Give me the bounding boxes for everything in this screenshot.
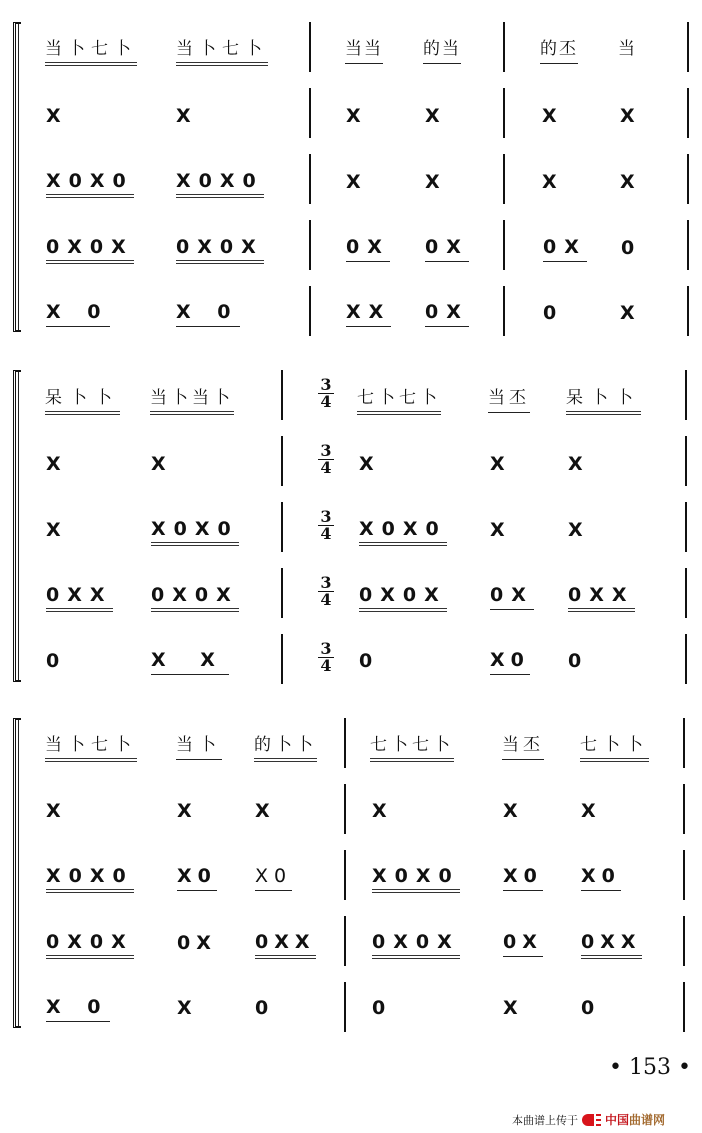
rhythm-note: 0XX [46,584,113,612]
rhythm-note: X [255,800,270,822]
rhythm-note: X0 [581,865,621,891]
rhythm-note: X [542,171,557,193]
rhythm-note: X [568,519,583,541]
rhythm-note: X0 [255,865,292,891]
barline [344,850,346,900]
rhythm-note: 0X [503,931,543,957]
rhythm-note: X0X0 [176,170,264,198]
rhythm-note: 0X [425,236,469,262]
rhythm-note: X0X0 [372,865,460,893]
time-signature: 3 4 [318,509,334,542]
barline [683,850,685,900]
rhythm-note: 0 [621,237,635,259]
barline [683,784,685,834]
rhythm-note: X0X0 [46,865,134,893]
rhythm-note: X [490,453,505,475]
rhythm-note: 0X [543,236,587,262]
rhythm-note: X 0 [176,301,240,327]
rhythm-note: 0 [359,650,373,672]
system-bracket [13,718,21,1028]
percussion-syllables: 的当 [423,38,461,64]
rhythm-note: X 0 [46,996,110,1022]
rhythm-note: X [46,800,61,822]
rhythm-note: XX [346,301,391,327]
percussion-syllables: 的卜卜 [254,734,317,762]
upload-watermark [512,1111,665,1128]
barline [683,982,685,1032]
rhythm-note: X [425,105,440,127]
percussion-syllables: 当卜七卜 [45,734,137,762]
page-number: • 153 • [609,1055,691,1080]
rhythm-note: X [359,453,374,475]
barline [344,784,346,834]
rhythm-note: X [177,800,192,822]
rhythm-note: 0X [346,236,390,262]
rhythm-note: X [620,171,635,193]
rhythm-note: X [490,519,505,541]
percussion-syllables: 的丕 [540,38,578,64]
rhythm-note: X 0 [46,301,110,327]
rhythm-note: X [46,453,61,475]
percussion-syllables: 七卜七卜 [357,387,441,415]
logo-text-part1: 中国 [605,1113,630,1127]
time-signature: 3 4 [318,443,334,476]
rhythm-note: X [372,800,387,822]
percussion-syllables: 当卜当卜 [150,387,234,415]
rhythm-note: 0 [568,650,582,672]
site-logo [582,1111,665,1128]
rhythm-note: X [568,453,583,475]
barline [344,982,346,1032]
rhythm-note: 0 [543,302,557,324]
logo-mark-icon [582,1114,594,1126]
rhythm-note: X [503,997,518,1019]
rhythm-note: X [346,171,361,193]
rhythm-note: 0X0X [359,584,447,612]
rhythm-note: 0X [425,301,469,327]
percussion-syllables: 当卜七卜 [176,38,268,66]
rhythm-note: 0X [490,584,534,610]
time-signature: 3 4 [318,377,334,410]
rhythm-note: X [620,105,635,127]
rhythm-note: 0X0X [176,236,264,264]
percussion-syllables: 当 [618,39,635,59]
barline [683,916,685,966]
time-signature: 3 4 [318,575,334,608]
rhythm-note: 0X0X [46,236,134,264]
rhythm-note: X [151,453,166,475]
rhythm-note: 0X0X [372,931,460,959]
rhythm-note: 0 [46,650,60,672]
upload-text: 本曲谱上传于 [512,1113,578,1127]
percussion-syllables: 当丕 [502,734,544,760]
rhythm-note: X [177,997,192,1019]
rhythm-note: X [46,519,61,541]
percussion-syllables: 七卜卜 [580,734,649,762]
rhythm-note: X [581,800,596,822]
rhythm-note: 0XX [568,584,635,612]
rhythm-note: X0X0 [151,518,239,546]
barline [344,718,346,768]
rhythm-note: 0X0X [151,584,239,612]
rhythm-note: X0X0 [46,170,134,198]
rhythm-note: X0X0 [359,518,447,546]
barline [683,718,685,768]
time-signature: 3 4 [318,641,334,674]
percussion-syllables: 当当 [345,38,383,64]
rhythm-note: X [503,800,518,822]
rhythm-note: 0X [177,932,217,954]
rhythm-note: 0XX [255,931,316,959]
rhythm-note: 0 [581,997,595,1019]
percussion-syllables: 当丕 [488,387,530,413]
rhythm-note: 0 [372,997,386,1019]
rhythm-note: X [346,105,361,127]
rhythm-note: X [620,302,635,324]
rhythm-note: X [542,105,557,127]
rhythm-note: X0 [503,865,543,891]
rhythm-note: 0X0X [46,931,134,959]
percussion-syllables: 七卜七卜 [370,734,454,762]
percussion-syllables: 当卜 [176,734,222,760]
percussion-syllables: 呆卜卜 [45,387,120,415]
rhythm-note: X [425,171,440,193]
percussion-syllables: 呆卜卜 [566,387,641,415]
rhythm-note: X [46,105,61,127]
logo-lines-icon [596,1114,601,1126]
logo-text-part2: 曲谱网 [629,1113,666,1127]
rhythm-note: X X [151,649,229,675]
rhythm-note: X [176,105,191,127]
rhythm-note: 0 [255,997,269,1019]
barline [344,916,346,966]
rhythm-note: 0XX [581,931,642,959]
percussion-syllables: 当卜七卜 [45,38,137,66]
rhythm-note: X0 [490,649,530,675]
rhythm-note: X0 [177,865,217,891]
